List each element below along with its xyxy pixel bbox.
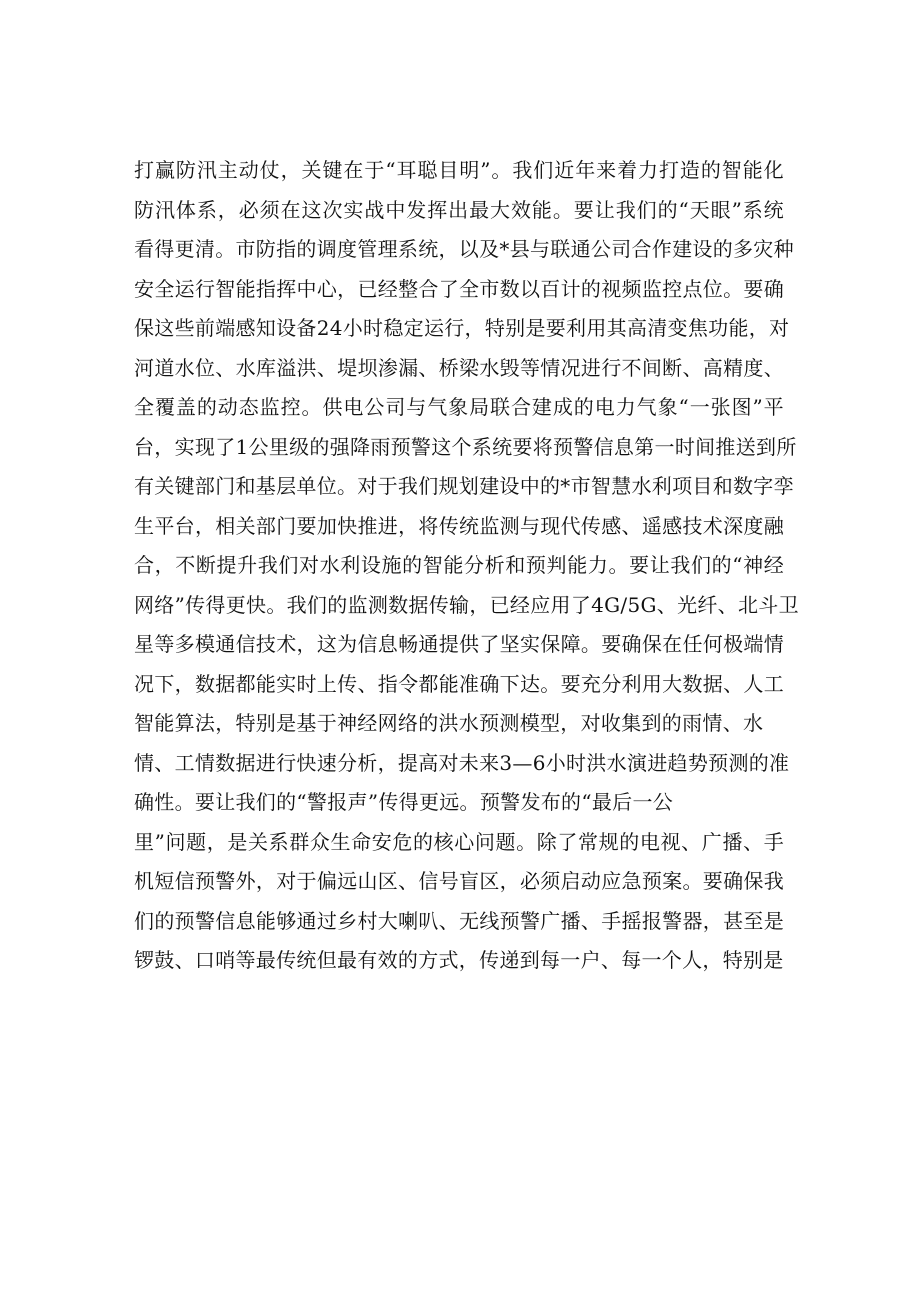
text-line: 智能算法，特别是基于神经网络的洪水预测模型，对收集到的雨情、水 xyxy=(134,711,764,735)
text-line: 合，不断提升我们对水利设施的智能分析和预判能力。要让我们的“神经 xyxy=(134,553,784,577)
text-line: 网络”传得更快。我们的监测数据传输，已经应用了4G/5G、光纤、北斗卫 xyxy=(134,592,799,617)
text-line: 况下，数据都能实时上传、指令都能准确下达。要充分利用大数据、人工 xyxy=(134,671,784,696)
text-line: 锣鼓、口哨等最传统但最有效的方式，传递到每一户、每一个人，特别是 xyxy=(134,948,784,972)
text-line: 生平台，相关部门要加快推进，将传统监测与现代传感、遥感技术深度融 xyxy=(134,513,784,538)
text-line: 们的预警信息能够通过乡村大喇叭、无线预警广播、手摇报警器，甚至是 xyxy=(134,908,784,933)
text-line: 有关键部门和基层单位。对于我们规划建设中的*市智慧水利项目和数字孪 xyxy=(134,474,794,498)
text-line: 保这些前端感知设备24小时稳定运行，特别是要利用其高清变焦功能，对 xyxy=(134,316,790,340)
text-line: 看得更清。市防指的调度管理系统，以及*县与联通公司合作建设的多灾种 xyxy=(134,237,794,261)
text-line: 河道水位、水库溢洪、堤坝渗漏、桥梁水毁等情况进行不间断、高精度、 xyxy=(134,355,784,380)
text-line: 确性。要让我们的“警报声”传得更远。预警发布的“最后一公 xyxy=(134,790,674,814)
text-line: 防汛体系，必须在这次实战中发挥出最大效能。要让我们的“天眼”系统 xyxy=(134,197,784,222)
text-line: 情、工情数据进行快速分析，提高对未来3—6小时洪水演进趋势预测的准 xyxy=(134,750,790,775)
text-line: 星等多模通信技术，这为信息畅通提供了坚实保障。要确保在任何极端情 xyxy=(134,632,784,656)
text-line: 台，实现了1公里级的强降雨预警这个系统要将预警信息第一时间推送到所 xyxy=(134,434,797,459)
text-line: 里”问题，是关系群众生命安危的核心问题。除了常规的电视、广播、手 xyxy=(134,829,784,854)
text-line: 全覆盖的动态监控。供电公司与气象局联合建成的电力气象“一张图”平 xyxy=(134,395,784,419)
text-line: 机短信预警外，对于偏远山区、信号盲区，必须启动应急预案。要确保我 xyxy=(134,869,784,893)
text-line: 打赢防汛主动仗，关键在于“耳聪目明”。我们近年来着力打造的智能化 xyxy=(134,158,784,182)
body-paragraph xyxy=(134,151,799,981)
text-line: 安全运行智能指挥中心，已经整合了全市数以百计的视频监控点位。要确 xyxy=(134,276,784,301)
